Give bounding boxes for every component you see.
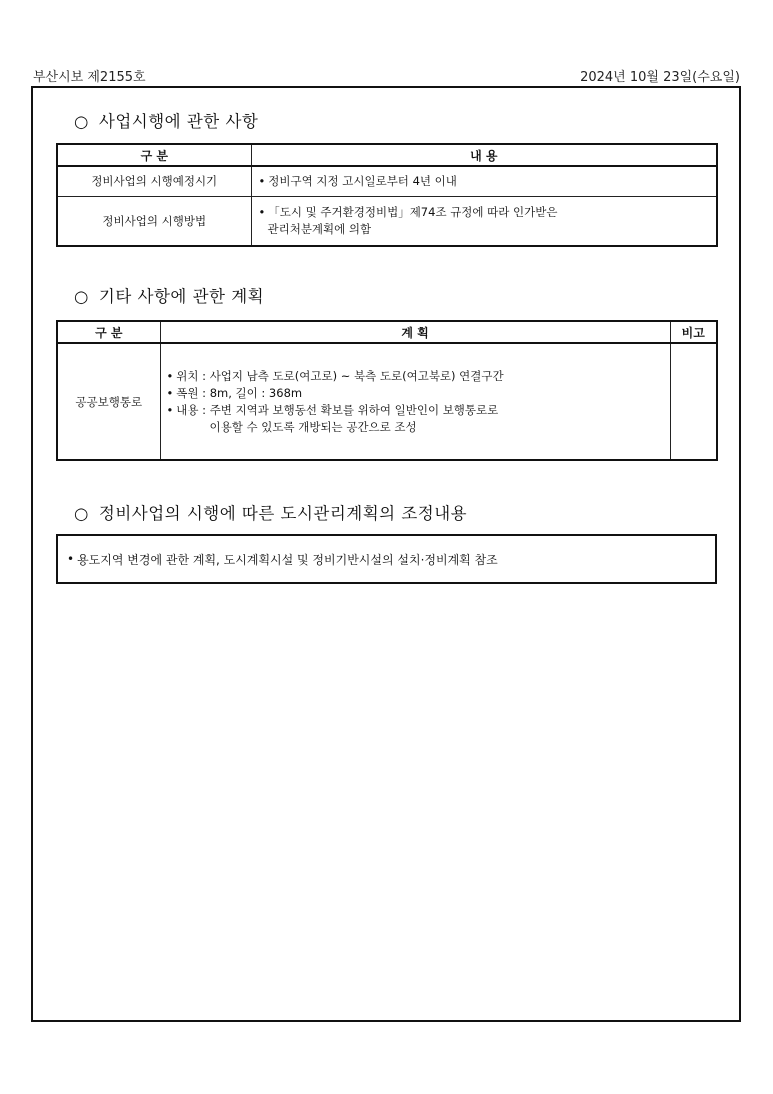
bullet-icon: • <box>258 204 266 219</box>
bullet-icon: • <box>166 368 174 383</box>
row-content <box>160 343 670 460</box>
section2-title <box>74 283 264 307</box>
section2-title-text: 기타 사항에 관한 계획 <box>98 287 265 306</box>
row-label: 정비사업의 시행예정시기 <box>57 166 251 196</box>
row-content <box>251 196 717 246</box>
section1-table <box>56 143 718 247</box>
plan-item: 폭원 : 8m, 길이 : 368m <box>176 385 303 400</box>
bullet-icon: • <box>258 173 266 188</box>
section2-table <box>56 320 718 461</box>
row-label: 정비사업의 시행방법 <box>57 196 251 246</box>
section3-content: 용도지역 변경에 관한 계획, 도시계획시설 및 정비기반시설의 설치·정비계획 참조 <box>77 552 498 567</box>
header-category: 구 분 <box>57 321 160 343</box>
bullet-icon: • <box>166 402 174 417</box>
circle-mark-icon: ○ <box>74 112 89 131</box>
header-remarks: 비고 <box>670 321 717 343</box>
row-text-continued: 관리처분계획에 의함 <box>267 221 372 236</box>
circle-mark-icon: ○ <box>74 504 89 523</box>
gazette-date: 2024년 10월 23일(수요일) <box>580 70 740 85</box>
table-row <box>57 166 717 196</box>
row-text: 정비구역 지정 고시일로부터 4년 이내 <box>268 173 457 188</box>
section1-title <box>74 108 258 132</box>
row-note <box>670 343 717 460</box>
section3-title <box>74 500 467 524</box>
row-content <box>251 166 717 196</box>
section3-title-text: 정비사업의 시행에 따른 도시관리계획의 조정내용 <box>98 504 468 523</box>
bullet-icon: • <box>166 385 174 400</box>
header-content: 내 용 <box>251 144 717 166</box>
header-category: 구 분 <box>57 144 251 166</box>
header-plan: 계 획 <box>160 321 670 343</box>
gazette-issue: 부산시보 제2155호 <box>33 70 146 85</box>
table-header-row <box>57 144 717 166</box>
circle-mark-icon: ○ <box>74 287 89 306</box>
row-label: 공공보행통로 <box>57 343 160 460</box>
section1-title-text: 사업시행에 관한 사항 <box>98 112 259 131</box>
row-text: 「도시 및 주거환경정비법」제74조 규정에 따라 인가받은 <box>268 204 558 219</box>
plan-item-continued: 이용할 수 있도록 개방되는 공간으로 조성 <box>209 419 417 434</box>
section3-content-box <box>56 534 717 584</box>
plan-item: 내용 : 주변 지역과 보행동선 확보를 위하여 일반인이 보행통로로 <box>176 402 499 417</box>
plan-item: 위치 : 사업지 남측 도로(여고로) ~ 북측 도로(여고북로) 연결구간 <box>176 368 504 383</box>
bullet-icon: • <box>67 552 75 566</box>
table-row <box>57 343 717 460</box>
table-header-row <box>57 321 717 343</box>
table-row <box>57 196 717 246</box>
